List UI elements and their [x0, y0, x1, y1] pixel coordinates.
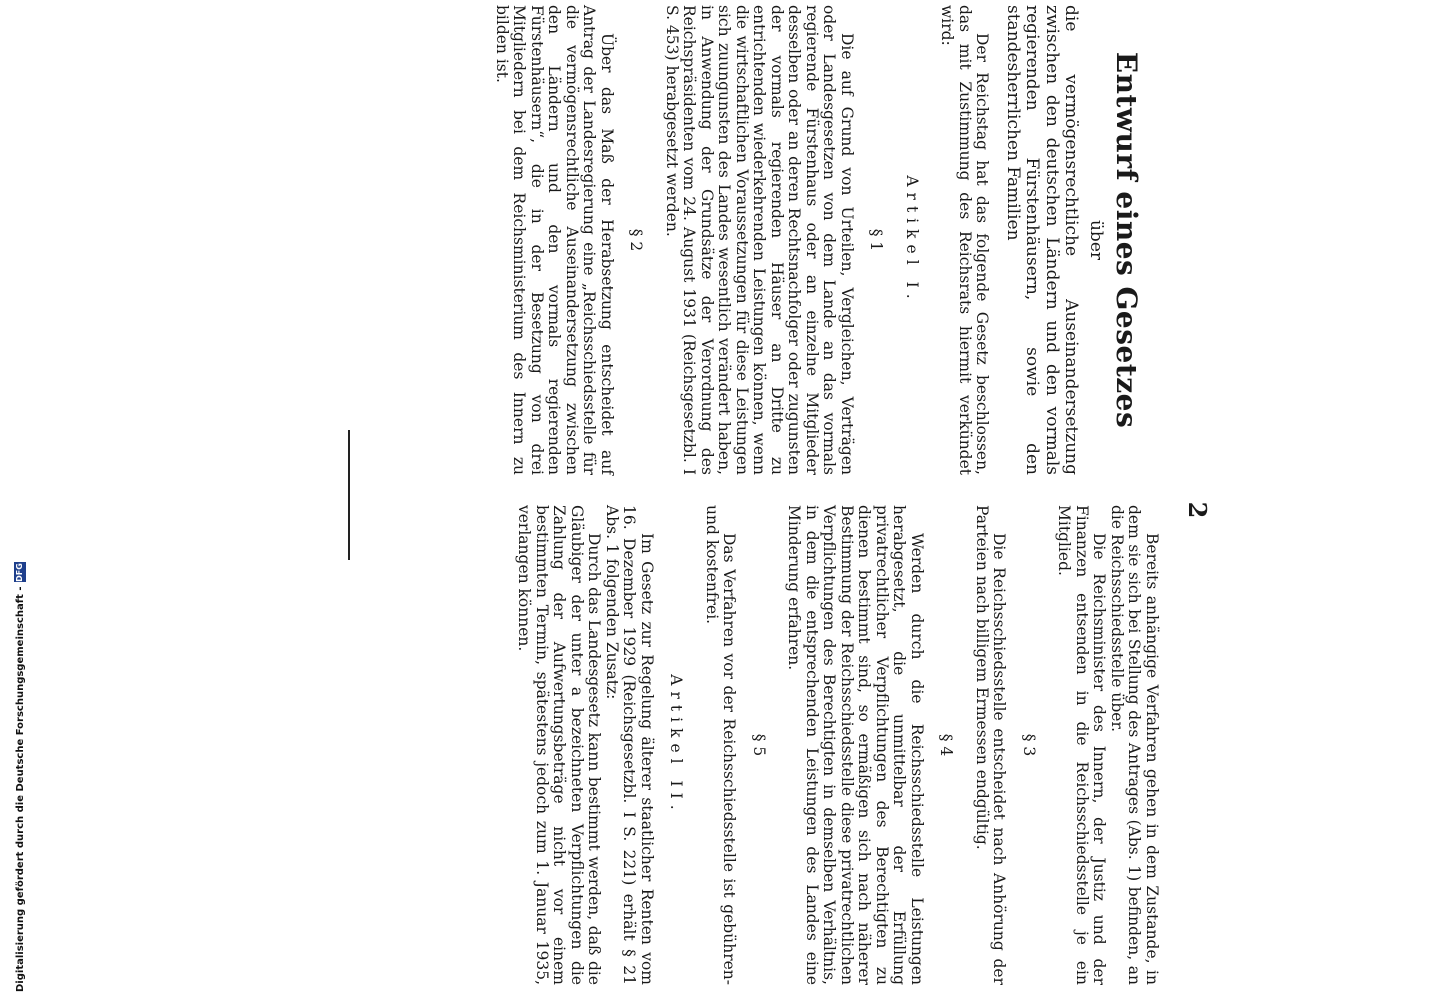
artikel-2-text-2: Durch das Landesgesetz kann bestimmt werden, daß die Gläubiger der unter a bezeichneten Verpflichtungen die Zahlung der Aufwertungsbeträge nicht vor einem bestimmten Termin, spätestens jedoch zum 1. Januar 1935, verlangen können. [515, 505, 604, 985]
digitization-footer [14, 562, 26, 992]
footer-text: Digitalisierung gefördert durch die Deutsche Forschungsgemeinschaft - [14, 586, 26, 992]
page-number: 2 [1183, 501, 1212, 519]
section-4-text: Werden durch die Reichsschiedsstelle Leistungen herabgesetzt, die unmittelbar der Erfüllung privatrechtlicher Verpflichtungen des Berechtigten zu dienen bestimmt sind, so ermäßigen sich nach näherer Bestimmung der Reichsschiedsstelle diese privatrechtlichen Verpflichtungen des Berechtigten in demselben Verhältnis, in dem die entsprechenden Leistungen des Landes eine Minderung erfahren. [785, 505, 926, 985]
section-5-text: Das Verfahren vor der Reichsschiedsstelle ist gebühren- und kostenfrei. [703, 505, 739, 985]
artikel-2-text: Im Gesetz zur Regelung älterer staatlicher Renten vom 16. Dezember 1929 (Reichsgesetzbl. I S. 221) erhält § 21 Abs. 1 folgenden Zusatz: [603, 505, 656, 985]
section-4-heading: § 4 [937, 733, 956, 757]
section-2-text-2: Bereits anhängige Verfahren gehen in dem Zustande, in dem sie sich bei Stellung des Antrages (Abs. 1) befinden, an die Reichsschiedsstelle über. [1108, 505, 1161, 985]
artikel-1-heading: Artikel I. [903, 175, 921, 305]
section-1-heading: § 1 [867, 228, 886, 252]
section-1-text: Die auf Grund von Urteilen, Vergleichen, Verträgen oder Landesgesetzen von dem Lande an das vormals regierende Fürstenhaus oder an einzelne Mitglieder desselben oder an deren Rechtsnachfolger oder zugunsten der vormals regierenden Häuser an Dritte zu entrichtenden wiederkehrenden Leistungen können, wenn die wirtschaftlichen Voraussetzungen für diese Leistungen sich zuungunsten des Landes wesentlich verändert haben, in Anwendung der Grundsätze der Verordnung des Reichspräsidenten vom 24. August 1931 (Reichsgesetzbl. I S. 453) herabgesetzt werden. [663, 5, 856, 475]
preamble: Der Reichstag hat das folgende Gesetz beschlossen, das mit Zustimmung des Reichsrats hiermit verkündet wird: [938, 5, 992, 475]
section-2-text-3: Die Reichsminister des Innern, der Justiz und der Finanzen entsenden in die Reichsschiedsstelle je ein Mitglied. [1055, 505, 1109, 985]
right-column [515, 505, 1160, 985]
title-ueber: über [1086, 219, 1106, 261]
section-3-text: Die Reichsschiedsstelle entscheidet nach Anhörung der Parteien nach billigem Ermessen endgültig. [973, 505, 1009, 985]
section-2-heading: § 2 [627, 228, 646, 252]
vertical-rule [348, 430, 350, 560]
document-page [495, 0, 1215, 1000]
dfg-logo-icon: DFG [15, 563, 24, 582]
artikel-2-heading: Artikel II. [667, 674, 686, 816]
left-column [493, 5, 1161, 475]
section-5-heading: § 5 [750, 733, 768, 757]
section-3-heading: § 3 [1020, 733, 1038, 757]
document-subject: die vermögensrechtliche Auseinandersetzung zwischen den deutschen Ländern und den vormals regierenden Fürstenhäusern, sowie den standesherrlichen Familien [1003, 5, 1082, 475]
section-2-text: Über das Maß der Herabsetzung entscheidet auf Antrag der Landesregierung eine „Reichsschiedsstelle für die vermögensrechtliche Auseinandersetzung zwischen den Ländern und den vormals regierenden Fürstenhäusern“, die in der Besetzung von drei Mitgliedern bei dem Reichsministerium des Innern zu bilden ist. [493, 5, 616, 475]
document-title: Entwurf eines Gesetzes [1110, 51, 1143, 429]
